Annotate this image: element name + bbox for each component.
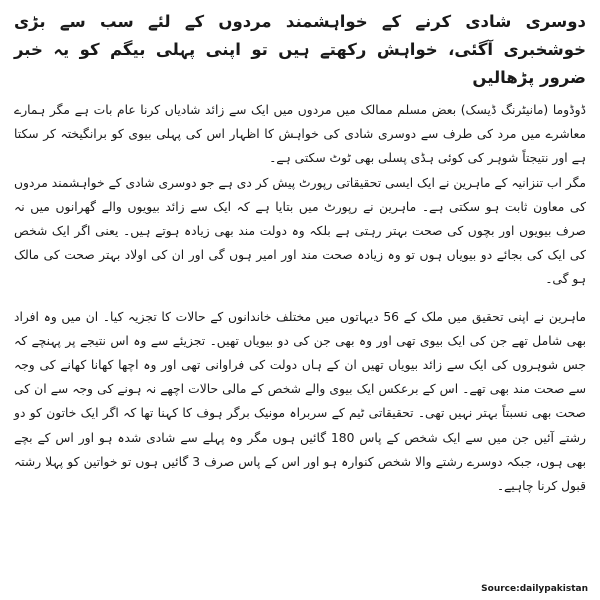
article — [14, 8, 586, 498]
article-paragraph: ڈوڈوما (مانیٹرنگ ڈیسک) بعض مسلم ممالک میں مردوں میں ایک سے زائد شادیاں کرنا عام بات ہے مگر ہمارے معاشرے میں مرد کی طرف سے دوسری شادی کی خواہش کا اظہار اس کی پہلی بیوی کو برانگیختہ کر سکتا ہے اور نتیجتاً شوہر کی کوئی ہڈی پسلی بھی ٹوٹ سکتی ہے۔ — [14, 103, 586, 166]
article-paragraph: مگر اب تنزانیہ کے ماہرین نے ایک ایسی تحقیقاتی رپورٹ پیش کر دی ہے جو دوسری شادی کے خواہشمند مردوں کی معاون ثابت ہو سکتی ہے۔ ماہرین نے رپورٹ میں بتایا ہے کہ ایک سے زائد بیویوں والے گھرانوں میں نہ صرف بیویوں اور بچوں کی صحت بہتر رہتی ہے بلکہ وہ دولت مند بھی زیادہ ہوتے ہیں۔ یعنی اگر ایک شخص کی ایک کی بجائے دو بیویاں ہوں تو وہ زیادہ صحت مند اور امیر ہوں گی اور ان کی اولاد بہتر صحت کی مالک ہو گی۔ — [14, 175, 586, 287]
article-paragraph: ماہرین نے اپنی تحقیق میں ملک کے 56 دیہاتوں میں مختلف خاندانوں کے حالات کا تجزیہ کیا۔ ان میں وہ افراد بھی شامل تھے جن کی ایک بیوی تھی اور وہ بھی جن کی دو بیویاں تھیں۔ تجزیئے سے وہ اس نتیجے پر پہنچے کہ جس شوہروں کی ایک سے زائد بیویاں تھیں ان کے ہاں دولت کی فراوانی تھی اور وہ اچھا کھانا کھانے کی وجہ سے صحت مند بھی تھے۔ اس کے برعکس ایک بیوی والے شخص کے مالی حالات اچھے نہ ہونے کی وجہ سے ان کی صحت بھی نسبتاً بہتر نہیں تھی۔ تحقیقاتی ٹیم کے سربراہ مونیک برگر ہوف کا کہنا تھا کہ اگر ایک خاتون کو دو رشتے آئیں جن میں سے ایک شخص کے پاس 180 گائیں ہوں مگر وہ پہلے سے شادی شدہ ہو اور اس کے بچے بھی ہوں، جبکہ دوسرے رشتے والا شخص کنوارہ ہو اور اس کے پاس صرف 3 گائیں ہوں تو خواتین کو پہلا رشتہ قبول کرنا چاہیے۔ — [14, 309, 587, 494]
article-headline: دوسری شادی کرنے کے خواہشمند مردوں کے لئے سب سے بڑی خوشخبری آگئی، خواہش رکھتے ہیں تو اپنی پہلی بیگم کو یہ خبر ضرور پڑھالیں — [14, 12, 586, 87]
source-credit: Source:dailypakistan — [481, 584, 588, 594]
